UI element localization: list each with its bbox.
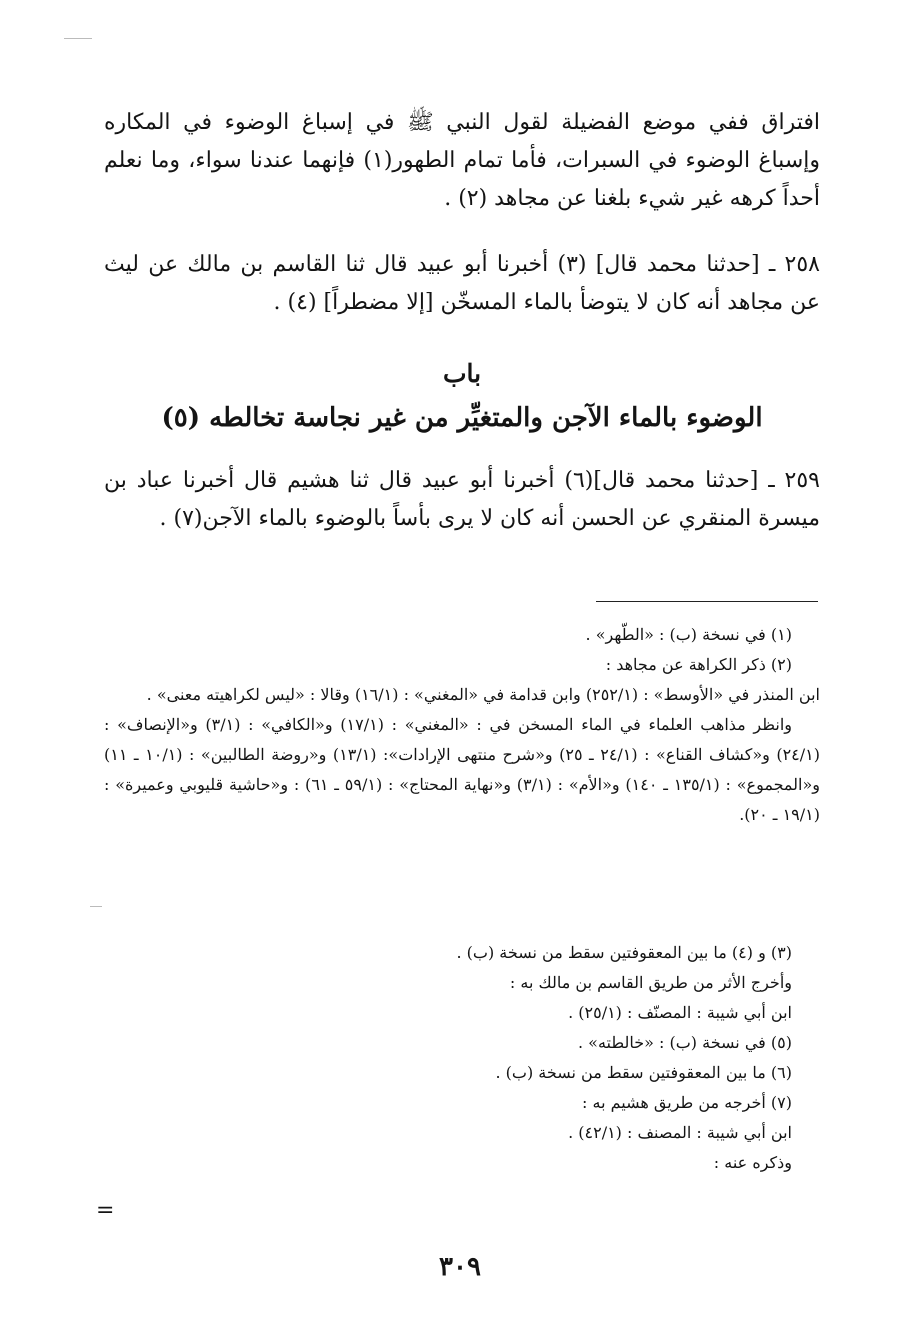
footnote-6: (٦) ما بين المعقوفتين سقط من نسخة (ب) . [495,1063,792,1082]
footnote-3-4: (٣) و (٤) ما بين المعقوفتين سقط من نسخة (ب) . [456,943,792,962]
footnote-2-source: ابن المنذر في «الأوسط» : (٢٥٢/١) وابن قدامة في «المغني» : (١٦/١) وقالا : «ليس لكراهيته معنى» . [146,685,820,704]
paragraph-259 [104,462,820,538]
footnote-2: (٢) ذكر الكراهة عن مجاهد : [605,655,792,674]
footnotes-block-2 [104,938,820,1178]
paragraph-intro-text: افتراق ففي موضع الفضيلة لقول النبي ﷺ في إسباغ الوضوء في المكاره وإسباغ الوضوء في السبرات، فأما تمام الطهور(١) فإنهما عندنا سواء، وما نعلم أحداً كرهه غير شيء بلغنا عن مجاهد (٢) . [104,110,820,211]
footnote-7: (٧) أخرجه من طريق هشيم به : [582,1093,792,1112]
footnote-2-references: وانظر مذاهب العلماء في الماء المسخن في : «المغني» : (١٧/١) و«الكافي» : (٣/١) و«الإنصاف» : (٢٤/١) و«كشاف القناع» : (٢٤/١ ـ ٢٥) و«شرح منتهى الإرادات»: (١٣/١) و«روضة الطالبين» : (١٠/١ ـ ١١) و«المجموع» : (١٣٥/١ ـ ١٤٠) و«الأم» : (٣/١) و«نهاية المحتاج» : (٥٩/١ ـ ٦١) : و«حاشية قليوبي وعميرة» : (١٩/١ ـ ٢٠). [104,715,821,824]
footnote-7-reference: ابن أبي شيبة : المصنف : (٤٢/١) . [568,1123,792,1142]
paragraph-258-text: ٢٥٨ ـ [حدثنا محمد قال] (٣) أخبرنا أبو عبيد قال ثنا القاسم بن مالك عن ليث عن مجاهد أنه كان لا يتوضأ بالماء المسخّن [إلا مضطراً] (٤) . [104,252,820,315]
paragraph-intro [104,104,820,218]
footnotes-block-1 [104,620,820,830]
paragraph-258 [104,246,820,322]
scan-mark [90,906,102,907]
paragraph-259-text: ٢٥٩ ـ [حدثنا محمد قال](٦) أخبرنا أبو عبيد قال ثنا هشيم قال أخبرنا عباد بن ميسرة المنقري عن الحسن أنه كان لا يرى بأساً بالوضوء بالماء الآجن(٧) . [104,468,820,531]
footnote-5: (٥) في نسخة (ب) : «خالطته» . [578,1033,792,1052]
page-number: ٣٠٩ [439,1252,481,1282]
footnote-3-reference: ابن أبي شيبة : المصنّف : (٢٥/١) . [568,1003,792,1022]
continuation-mark: = [96,1198,115,1223]
footnote-1: (١) في نسخة (ب) : «الطّهر» . [585,625,792,644]
footnote-separator [596,601,818,602]
scan-mark [64,38,92,39]
footnote-3-source: وأخرج الأثر من طريق القاسم بن مالك به : [509,973,792,992]
footnote-7-continued: وذكره عنه : [713,1153,792,1172]
section-heading-bab: باب [442,359,482,388]
chapter-title: الوضوء بالماء الآجن والمتغيِّر من غير نجاسة تخالطه (٥) [161,403,763,433]
